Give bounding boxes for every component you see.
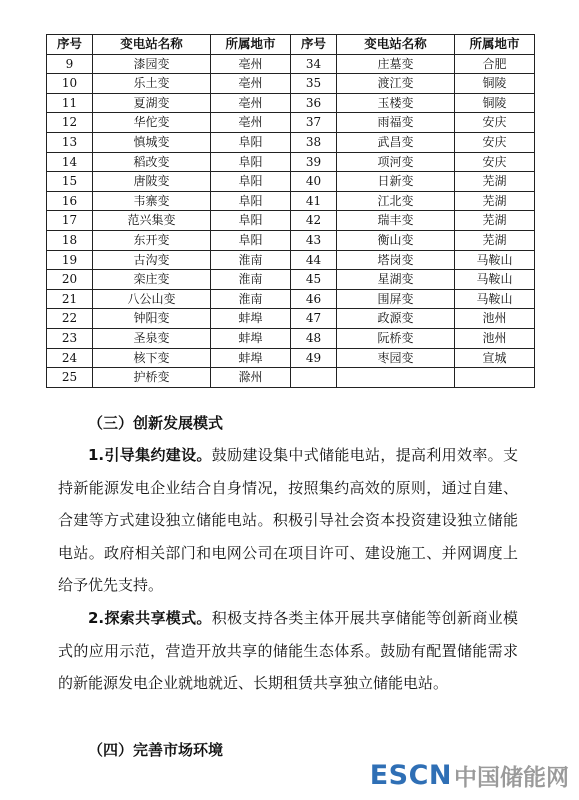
city-cell: 淮南: [211, 289, 291, 309]
station-name-cell: 武昌变: [337, 132, 455, 152]
station-name-cell: 慎城变: [93, 132, 211, 152]
station-name-cell: [337, 368, 455, 388]
column-header: 序号: [47, 35, 93, 55]
row-number-cell: 13: [47, 132, 93, 152]
table-row: [47, 211, 535, 231]
station-name-cell: 乐土变: [93, 74, 211, 94]
row-number-cell: 24: [47, 348, 93, 368]
city-cell: 阜阳: [211, 230, 291, 250]
station-name-cell: 渡江变: [337, 74, 455, 94]
city-cell: 阜阳: [211, 191, 291, 211]
station-name-cell: 围屏变: [337, 289, 455, 309]
city-cell: 宣城: [455, 348, 535, 368]
city-cell: 亳州: [211, 113, 291, 133]
station-name-cell: 华佗变: [93, 113, 211, 133]
table-row: [47, 230, 535, 250]
station-name-cell: 栾庄变: [93, 270, 211, 290]
row-number-cell: 25: [47, 368, 93, 388]
station-name-cell: 项河变: [337, 152, 455, 172]
city-cell: 蚌埠: [211, 348, 291, 368]
watermark-latin: ESCN: [369, 760, 452, 791]
table-row: [47, 152, 535, 172]
row-number-cell: 10: [47, 74, 93, 94]
row-number-cell: 42: [291, 211, 337, 231]
station-name-cell: 东开变: [93, 230, 211, 250]
row-number-cell: 34: [291, 54, 337, 74]
city-cell: 蚌埠: [211, 309, 291, 329]
watermark-chinese: 中国储能网: [454, 765, 569, 791]
city-cell: 阜阳: [211, 172, 291, 192]
table-row: [47, 368, 535, 388]
station-name-cell: 钟阳变: [93, 309, 211, 329]
city-cell: 安庆: [455, 113, 535, 133]
city-cell: 滁州: [211, 368, 291, 388]
station-name-cell: 庄墓变: [337, 54, 455, 74]
row-number-cell: 16: [47, 191, 93, 211]
row-number-cell: 18: [47, 230, 93, 250]
table-row: [47, 328, 535, 348]
city-cell: 亳州: [211, 74, 291, 94]
table-row: [47, 348, 535, 368]
row-number-cell: 41: [291, 191, 337, 211]
city-cell: 合肥: [455, 54, 535, 74]
station-name-cell: 星湖变: [337, 270, 455, 290]
row-number-cell: 9: [47, 54, 93, 74]
column-header: 所属地市: [211, 35, 291, 55]
paragraph-lead: 1.引导集约建设。: [88, 446, 212, 464]
paragraph-shared-model: [58, 602, 518, 700]
station-name-cell: 政源变: [337, 309, 455, 329]
city-cell: 马鞍山: [455, 289, 535, 309]
row-number-cell: 49: [291, 348, 337, 368]
station-name-cell: 古沟变: [93, 250, 211, 270]
station-name-cell: 圣泉变: [93, 328, 211, 348]
row-number-cell: 48: [291, 328, 337, 348]
paragraph-body: 积极支持各类主体开展共享储能等创新商业模式的应用示范，营造开放共享的储能生态体系。鼓励有配置储能需求的新能源发电企业就地就近、长期租赁共享独立储能电站。: [58, 609, 518, 692]
city-cell: 亳州: [211, 54, 291, 74]
station-name-cell: 雨福变: [337, 113, 455, 133]
city-cell: 阜阳: [211, 132, 291, 152]
row-number-cell: 46: [291, 289, 337, 309]
row-number-cell: 15: [47, 172, 93, 192]
row-number-cell: 23: [47, 328, 93, 348]
table-header: [47, 35, 535, 55]
escn-watermark: [370, 759, 569, 792]
city-cell: 安庆: [455, 132, 535, 152]
table-row: [47, 74, 535, 94]
city-cell: 池州: [455, 328, 535, 348]
row-number-cell: 12: [47, 113, 93, 133]
row-number-cell: [291, 368, 337, 388]
city-cell: 芜湖: [455, 191, 535, 211]
city-cell: 铜陵: [455, 93, 535, 113]
row-number-cell: 19: [47, 250, 93, 270]
row-number-cell: 17: [47, 211, 93, 231]
row-number-cell: 37: [291, 113, 337, 133]
table-row: [47, 289, 535, 309]
row-number-cell: 20: [47, 270, 93, 290]
city-cell: [455, 368, 535, 388]
station-name-cell: 日新变: [337, 172, 455, 192]
section-3-title: （三）创新发展模式: [88, 414, 224, 432]
column-header: 变电站名称: [93, 35, 211, 55]
row-number-cell: 14: [47, 152, 93, 172]
station-name-cell: 玉楼变: [337, 93, 455, 113]
table-row: [47, 113, 535, 133]
city-cell: 阜阳: [211, 211, 291, 231]
table-row: [47, 250, 535, 270]
table-row: [47, 191, 535, 211]
table-body: [47, 54, 535, 387]
row-number-cell: 21: [47, 289, 93, 309]
city-cell: 马鞍山: [455, 250, 535, 270]
station-name-cell: 韦寨变: [93, 191, 211, 211]
table-row: [47, 172, 535, 192]
row-number-cell: 11: [47, 93, 93, 113]
row-number-cell: 22: [47, 309, 93, 329]
city-cell: 芜湖: [455, 211, 535, 231]
row-number-cell: 38: [291, 132, 337, 152]
city-cell: 铜陵: [455, 74, 535, 94]
row-number-cell: 43: [291, 230, 337, 250]
station-name-cell: 护桥变: [93, 368, 211, 388]
row-number-cell: 40: [291, 172, 337, 192]
station-name-cell: 漆园变: [93, 54, 211, 74]
city-cell: 芜湖: [455, 172, 535, 192]
row-number-cell: 47: [291, 309, 337, 329]
table-row: [47, 309, 535, 329]
station-name-cell: 唐陂变: [93, 172, 211, 192]
city-cell: 安庆: [455, 152, 535, 172]
paragraph-lead: 2.探索共享模式。: [88, 609, 212, 627]
row-number-cell: 44: [291, 250, 337, 270]
station-name-cell: 塔岗变: [337, 250, 455, 270]
city-cell: 马鞍山: [455, 270, 535, 290]
city-cell: 蚌埠: [211, 328, 291, 348]
station-name-cell: 瑞丰变: [337, 211, 455, 231]
station-name-cell: 稻改变: [93, 152, 211, 172]
station-name-cell: 江北变: [337, 191, 455, 211]
substation-table: [46, 34, 535, 388]
paragraph-body: 鼓励建设集中式储能电站，提高利用效率。支持新能源发电企业结合自身情况，按照集约高效的原则，通过自建、合建等方式建设独立储能电站。积极引导社会资本投资建设独立储能电站。政府相关部门和电网公司在项目许可、建设施工、并网调度上给予优先支持。: [58, 446, 518, 594]
station-name-cell: 衡山变: [337, 230, 455, 250]
station-name-cell: 枣园变: [337, 348, 455, 368]
station-name-cell: 阮桥变: [337, 328, 455, 348]
paragraph-intensive-construction: [58, 439, 518, 602]
city-cell: 池州: [455, 309, 535, 329]
table-row: [47, 93, 535, 113]
station-name-cell: 夏湖变: [93, 93, 211, 113]
city-cell: 亳州: [211, 93, 291, 113]
section-4-title: （四）完善市场环境: [88, 741, 224, 759]
table-row: [47, 270, 535, 290]
station-name-cell: 核下变: [93, 348, 211, 368]
station-name-cell: 八公山变: [93, 289, 211, 309]
column-header: 序号: [291, 35, 337, 55]
table-row: [47, 132, 535, 152]
row-number-cell: 35: [291, 74, 337, 94]
table-row: [47, 54, 535, 74]
station-name-cell: 范兴集变: [93, 211, 211, 231]
city-cell: 阜阳: [211, 152, 291, 172]
row-number-cell: 36: [291, 93, 337, 113]
city-cell: 芜湖: [455, 230, 535, 250]
row-number-cell: 45: [291, 270, 337, 290]
column-header: 变电站名称: [337, 35, 455, 55]
city-cell: 淮南: [211, 250, 291, 270]
city-cell: 淮南: [211, 270, 291, 290]
column-header: 所属地市: [455, 35, 535, 55]
row-number-cell: 39: [291, 152, 337, 172]
